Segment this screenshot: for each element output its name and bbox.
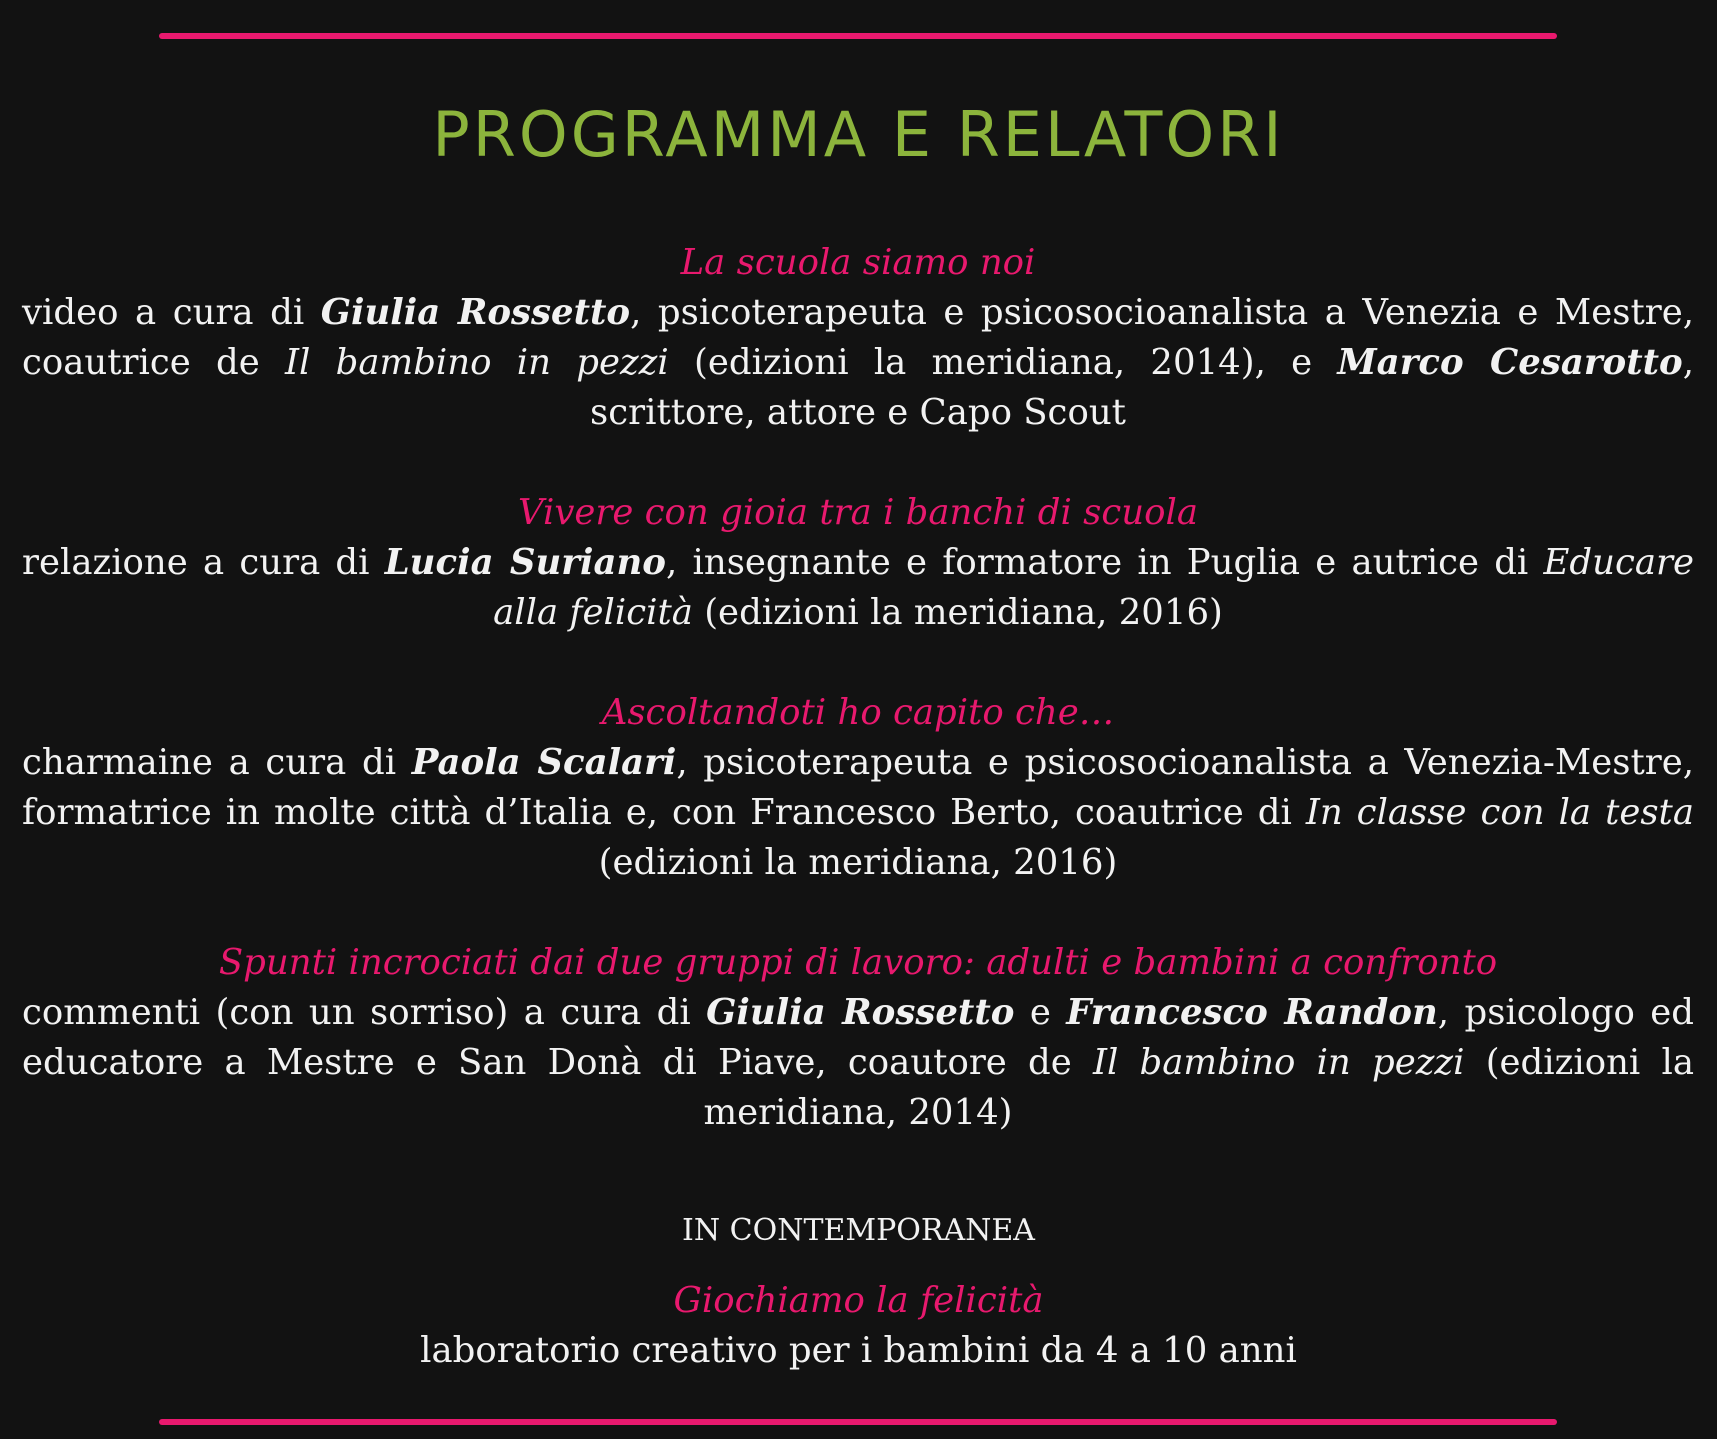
book-title: Il bambino in pezzi [1092, 1042, 1465, 1083]
bottom-divider [159, 1419, 1557, 1425]
program-item-description [22, 988, 1694, 1138]
speaker-name: Giulia Rossetto [320, 292, 631, 333]
description-text: commenti (con un sorriso) a cura di [22, 992, 707, 1033]
page-title: PROGRAMMA E RELATORI [432, 98, 1285, 171]
program-item-title: Spunti incrociati dai due gruppi di lavoro: adulti e bambini a confronto [218, 942, 1498, 983]
program-item-description [22, 538, 1694, 638]
description-text: (edizioni la meridiana, 2016) [692, 592, 1223, 633]
speaker-name: Giulia Rossetto [706, 992, 1015, 1033]
workshop-description: laboratorio creativo per i bambini da 4 a 10 anni [420, 1330, 1297, 1371]
description-text: relazione a cura di [22, 542, 385, 583]
speaker-name: Paola Scalari [411, 742, 677, 783]
program-list [22, 238, 1694, 1138]
program-item [22, 488, 1694, 638]
contemporanea-label: IN CONTEMPORANEA [682, 1213, 1035, 1248]
description-text: , insegnante e formatore in Puglia e autrice di [666, 542, 1544, 583]
program-item-description [22, 288, 1694, 438]
top-divider [159, 33, 1557, 39]
description-text: (edizioni la meridiana, 2014) [703, 1042, 1695, 1133]
program-item [22, 238, 1694, 438]
program-item [22, 688, 1694, 888]
description-text: , psicologo ed educatore a Mestre e San Donà di Piave, coautore de [22, 992, 1694, 1083]
description-text: video a cura di [22, 292, 321, 333]
program-item-title: Ascoltandoti ho capito che… [601, 692, 1115, 733]
speaker-name: Francesco Randon [1066, 992, 1438, 1033]
description-text: (edizioni la meridiana, 2016) [598, 842, 1118, 883]
program-item-title: La scuola siamo noi [680, 242, 1036, 283]
speaker-name: Lucia Suriano [384, 542, 666, 583]
book-title: Il bambino in pezzi [285, 342, 669, 383]
description-text: , psicoterapeuta e psicosocioanalista a Venezia-Mestre, formatrice in molte città d’Italia e, con Francesco Berto, coautrice di [22, 742, 1694, 833]
book-title: In classe con la testa [1305, 792, 1694, 833]
program-item [22, 938, 1694, 1138]
description-text: , scrittore, attore e Capo Scout [590, 342, 1694, 433]
workshop-title: Giochiamo la felicità [673, 1280, 1044, 1321]
speaker-name: Marco Cesarotto [1337, 342, 1683, 383]
description-text: (edizioni la meridiana, 2014), e [668, 342, 1338, 383]
program-item-description [22, 738, 1694, 888]
description-text: e [1014, 992, 1067, 1033]
program-item-title: Vivere con gioia tra i banchi di scuola [517, 492, 1199, 533]
description-text: charmaine a cura di [22, 742, 412, 783]
description-text: , psicoterapeuta e psicosocioanalista a Venezia e Mestre, coautrice de [22, 292, 1694, 383]
book-title: Educare alla felicità [493, 542, 1695, 633]
